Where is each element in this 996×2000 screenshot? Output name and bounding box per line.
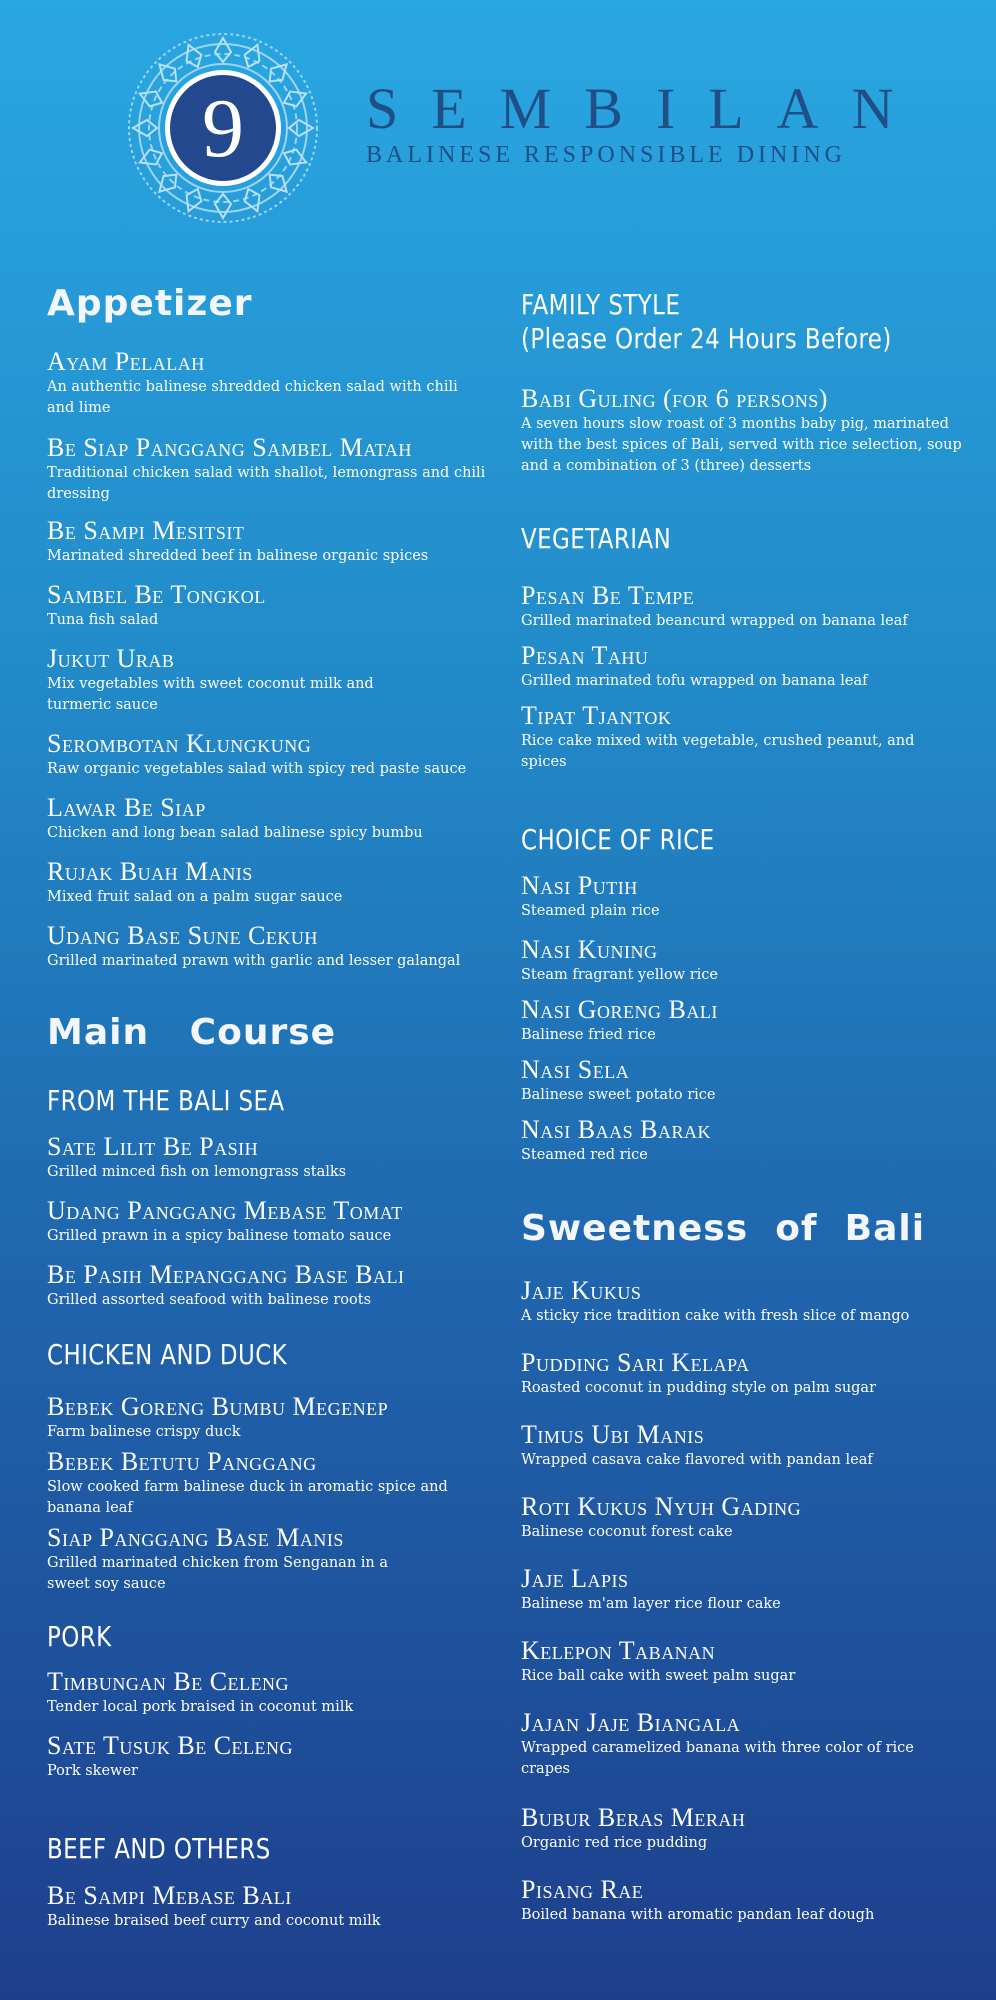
- menu-item: [47, 581, 507, 631]
- menu-item: [521, 642, 981, 692]
- category-title-beef: BEEF AND OTHERS: [47, 1832, 271, 1865]
- item-name: Pisang Rae: [521, 1875, 644, 1904]
- menu-item: [47, 517, 507, 567]
- brand-tagline: BALINESE RESPONSIBLE DINING: [366, 142, 846, 168]
- item-name: Serombotan Klungkung: [47, 729, 312, 758]
- item-desc: Grilled marinated prawn with garlic and lesser galangal: [47, 953, 461, 969]
- menu-item: [521, 1637, 981, 1687]
- item-desc: Raw organic vegetables salad with spicy red paste sauce: [47, 761, 467, 777]
- item-name: Nasi Kuning: [521, 935, 658, 964]
- brand-name: SEMBILAN: [366, 76, 927, 141]
- item-desc: Mixed fruit salad on a palm sugar sauce: [47, 889, 343, 905]
- item-name: Babi Guling (for 6 persons): [521, 384, 828, 413]
- item-desc: A seven hours slow roast of 3 months baby pig, marinated with the best spices of Bali, served with rice selection, soup and a combination of 3 (three) desserts: [521, 416, 962, 474]
- category-subtitle-family-style: (Please Order 24 Hours Before): [521, 322, 892, 355]
- item-name: Bebek Goreng Bumbu Megenep: [47, 1392, 389, 1421]
- item-desc: Pork skewer: [47, 1763, 138, 1779]
- item-desc: Tuna fish salad: [47, 612, 159, 628]
- item-desc: Mix vegetables with sweet coconut milk and turmeric sauce: [47, 676, 374, 713]
- item-name: Timus Ubi Manis: [521, 1420, 705, 1449]
- menu-item: [521, 1876, 981, 1926]
- item-desc: Slow cooked farm balinese duck in aromatic spice and banana leaf: [47, 1479, 448, 1516]
- item-desc: Grilled marinated tofu wrapped on banana leaf: [521, 673, 868, 689]
- category-title-family-style: FAMILY STYLE: [521, 288, 681, 321]
- item-desc: Grilled minced fish on lemongrass stalks: [47, 1164, 347, 1180]
- item-desc: Balinese m'am layer rice flour cake: [521, 1596, 781, 1612]
- menu-item: [521, 1116, 981, 1166]
- item-desc: Marinated shredded beef in balinese organic spices: [47, 548, 429, 564]
- menu-item: [47, 794, 507, 844]
- item-desc: Grilled prawn in a spicy balinese tomato sauce: [47, 1228, 392, 1244]
- item-desc: Steamed plain rice: [521, 903, 660, 919]
- item-name: Udang Base Sune Cekuh: [47, 921, 318, 950]
- menu-item: [47, 858, 507, 908]
- logo-numeral: 9: [202, 82, 244, 175]
- menu-item: [521, 385, 981, 477]
- item-desc: Grilled assorted seafood with balinese roots: [47, 1292, 372, 1308]
- menu-item: [521, 1056, 981, 1106]
- menu-item: [47, 730, 507, 780]
- menu-item: [521, 1421, 981, 1471]
- item-desc: Traditional chicken salad with shallot, lemongrass and chili dressing: [47, 465, 486, 502]
- menu-item: [47, 1524, 507, 1595]
- item-desc: Farm balinese crispy duck: [47, 1424, 241, 1440]
- category-title-rice: CHOICE OF RICE: [521, 823, 715, 856]
- item-name: Kelepon Tabanan: [521, 1636, 716, 1665]
- category-title-bali-sea: FROM THE BALI SEA: [47, 1084, 285, 1117]
- item-desc: An authentic balinese shredded chicken salad with chili and lime: [47, 379, 458, 416]
- item-name: Nasi Putih: [521, 871, 638, 900]
- menu-item: [47, 434, 507, 505]
- item-name: Pesan Be Tempe: [521, 581, 695, 610]
- item-desc: Wrapped caramelized banana with three color of rice crapes: [521, 1740, 914, 1777]
- menu-item: [47, 645, 507, 716]
- item-name: Siap Panggang Base Manis: [47, 1523, 344, 1552]
- item-name: Sambel Be Tongkol: [47, 580, 266, 609]
- item-name: Bubur Beras Merah: [521, 1803, 746, 1832]
- item-name: Jaje Lapis: [521, 1564, 629, 1593]
- menu-item: [521, 582, 981, 632]
- item-desc: Balinese coconut forest cake: [521, 1524, 733, 1540]
- item-desc: Boiled banana with aromatic pandan leaf dough: [521, 1907, 875, 1923]
- menu-item: [47, 1393, 507, 1443]
- item-desc: Balinese fried rice: [521, 1027, 656, 1043]
- menu-item: [521, 872, 981, 922]
- item-name: Bebek Betutu Panggang: [47, 1447, 317, 1476]
- item-name: Rujak Buah Manis: [47, 857, 253, 886]
- menu-item: [521, 1804, 981, 1854]
- menu-item: [521, 1493, 981, 1543]
- category-title-pork: PORK: [47, 1620, 112, 1653]
- item-name: Nasi Goreng Bali: [521, 995, 718, 1024]
- menu-item: [521, 1565, 981, 1615]
- item-desc: Roasted coconut in pudding style on palm sugar: [521, 1380, 877, 1396]
- item-desc: Balinese braised beef curry and coconut milk: [47, 1913, 381, 1929]
- menu-item: [47, 1448, 507, 1519]
- item-name: Be Sampi Mesitsit: [47, 516, 245, 545]
- item-name: Udang Panggang Mebase Tomat: [47, 1196, 403, 1225]
- item-desc: Balinese sweet potato rice: [521, 1087, 716, 1103]
- item-name: Tipat Tjantok: [521, 701, 672, 730]
- menu-item: [47, 1668, 507, 1718]
- item-desc: Rice cake mixed with vegetable, crushed peanut, and spices: [521, 733, 915, 770]
- item-desc: Steam fragrant yellow rice: [521, 967, 718, 983]
- item-desc: Chicken and long bean salad balinese spicy bumbu: [47, 825, 423, 841]
- item-name: Nasi Sela: [521, 1055, 630, 1084]
- category-title-vegetarian: VEGETARIAN: [521, 522, 672, 555]
- item-name: Pesan Tahu: [521, 641, 649, 670]
- item-desc: Grilled marinated chicken from Senganan in a sweet soy sauce: [47, 1555, 389, 1592]
- left-column: [47, 0, 497, 2000]
- item-name: Ayam Pelalah: [47, 347, 205, 376]
- menu-item: [47, 922, 507, 972]
- item-name: Pudding Sari Kelapa: [521, 1348, 750, 1377]
- item-name: Nasi Baas Barak: [521, 1115, 711, 1144]
- item-desc: Grilled marinated beancurd wrapped on banana leaf: [521, 613, 908, 629]
- category-title-chicken-duck: CHICKEN AND DUCK: [47, 1338, 288, 1371]
- item-name: Timbungan Be Celeng: [47, 1667, 290, 1696]
- item-desc: A sticky rice tradition cake with fresh slice of mango: [521, 1308, 910, 1324]
- menu-item: [521, 1709, 981, 1780]
- item-name: Jaje Kukus: [521, 1276, 642, 1305]
- menu-item: [47, 1882, 507, 1932]
- item-name: Be Siap Panggang Sambel Matah: [47, 433, 412, 462]
- appetizer-title: Appetizer: [47, 283, 253, 324]
- item-desc: Tender local pork braised in coconut milk: [47, 1699, 354, 1715]
- menu-item: [521, 936, 981, 986]
- menu-item: [521, 1349, 981, 1399]
- item-name: Sate Lilit Be Pasih: [47, 1132, 259, 1161]
- item-name: Roti Kukus Nyuh Gading: [521, 1492, 802, 1521]
- menu-item: [47, 1732, 507, 1782]
- item-desc: Organic red rice pudding: [521, 1835, 708, 1851]
- dessert-title: Sweetness of Bali: [521, 1208, 926, 1249]
- menu-item: [521, 996, 981, 1046]
- menu-item: [521, 702, 981, 773]
- item-name: Be Sampi Mebase Bali: [47, 1881, 292, 1910]
- item-desc: Rice ball cake with sweet palm sugar: [521, 1668, 796, 1684]
- item-name: Sate Tusuk Be Celeng: [47, 1731, 294, 1760]
- item-desc: Steamed red rice: [521, 1147, 648, 1163]
- menu-item: [521, 1277, 981, 1327]
- menu-item: [47, 348, 507, 419]
- right-column: [521, 0, 971, 2000]
- menu-item: [47, 1261, 507, 1311]
- item-desc: Wrapped casava cake flavored with pandan leaf: [521, 1452, 873, 1468]
- menu-item: [47, 1133, 507, 1183]
- item-name: Be Pasih Mepanggang Base Bali: [47, 1260, 405, 1289]
- item-name: Jajan Jaje Biangala: [521, 1708, 741, 1737]
- item-name: Lawar Be Siap: [47, 793, 206, 822]
- menu-item: [47, 1197, 507, 1247]
- main-course-title: Main Course: [47, 1012, 337, 1053]
- item-name: Jukut Urab: [47, 644, 175, 673]
